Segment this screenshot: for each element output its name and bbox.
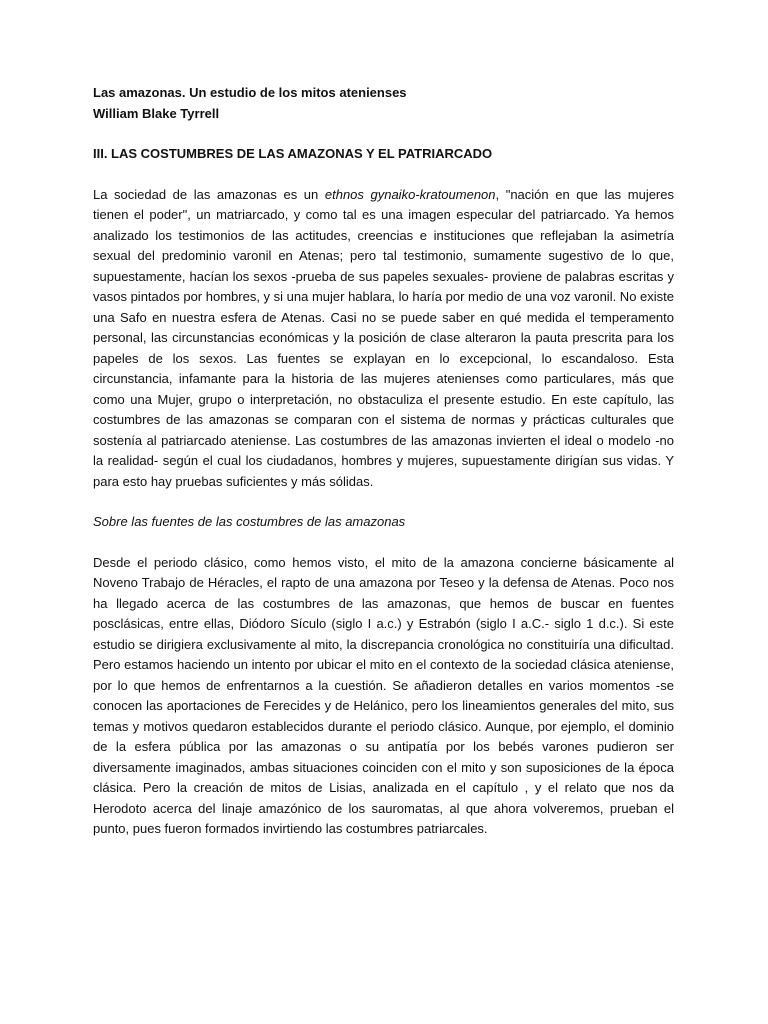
paragraph-1-start: La sociedad de las amazonas es un (93, 186, 325, 202)
section-heading: III. LAS COSTUMBRES DE LAS AMAZONAS Y EL PATRIARCADO (93, 146, 493, 161)
paragraph-2: Desde el periodo clásico, como hemos visto, el mito de la amazona concierne básicamente al Noveno Trabajo de Héracles, el rapto de una amazona por Teseo y la defensa de Atenas. Poco nos ha llegado acerca de las costumbres de las amazonas, que hemos de buscar en fuentes posclásicas, entre ellas, Diódoro Sículo (siglo I a.c.) y Estrabón (siglo I a.C.- siglo 1 d.c.). Si este estudio se dirigiera exclusivamente al mito, la discrepancia cronológica no constituiría una dificultad. Pero estamos haciendo un intento por ubicar el mito en el contexto de la sociedad clásica ateniense, por lo que hemos de enfrentarnos a la cuestión. Se añadieron detalles en varios momentos -se conocen las aportaciones de Ferecides y de Helánico, pero los lineamientos generales del mito, sus temas y motivos quedaron establecidos durante el periodo clásico. Aunque, por ejemplo, el dominio de la esfera pública por las amazonas o su antipatía por los bebés varones pudieron ser diversamente imaginados, ambas situaciones coinciden con el mito y son suposiciones de la época clásica. Pero la creación de mitos de Lisias, analizada en el capítulo , y el relato que nos da Herodoto acerca del linaje amazónico de los sauromatas, al que ahora volveremos, prueban el punto, pues fueron formados invirtiendo las costumbres patriarcales. (93, 554, 674, 836)
subsection-heading: Sobre las fuentes de las costumbres de las amazonas (93, 514, 406, 529)
paragraph-1-rest: , "nación en que las mujeres tienen el poder", un matriarcado, y como tal es una imagen especular del patriarcado. Ya hemos analizado los testimonios de las actitudes, creencias e instituciones que reflejaban la asimetría sexual del predominio varonil en Atenas; pero tal testimonio, sumamente sugestivo de lo que, supuestamente, hacían los sexos -prueba de sus papeles sexuales- proviene de palabras escritas y vasos pintados por hombres, y si una mujer hablara, lo haría por medio de una voz varonil. No existe una Safo en nuestra esfera de Atenas. Casi no se puede saber en qué medida el temperamento personal, las circunstancias económicas y la posición de clase alteraron la pauta prescrita para los papeles de los sexos. Las fuentes se explayan en lo excepcional, lo escandaloso. Esta circunstancia, infamante para la historia de las mujeres atenienses como particulares, más que como una Mujer, grupo o interpretación, no obstaculiza el presente estudio. En este capítulo, las costumbres de las amazonas se comparan con el sistema de normas y prácticas culturales que sostenía al patriarcado ateniense. Las costumbres de las amazonas invierten el ideal o modelo -no la realidad- según el cual los ciudadanos, hombres y mujeres, supuestamente dirigían sus vidas. Y para esto hay pruebas suficientes y más sólidas. (93, 186, 674, 489)
document-body (93, 83, 674, 840)
paragraph-1-italic-term: ethnos gynaiko-kratoumenon (324, 186, 496, 202)
paragraph-1 (93, 185, 674, 493)
book-title: Las amazonas. Un estudio de los mitos atenienses (93, 85, 407, 100)
author-name: William Blake Tyrrell (93, 105, 220, 121)
